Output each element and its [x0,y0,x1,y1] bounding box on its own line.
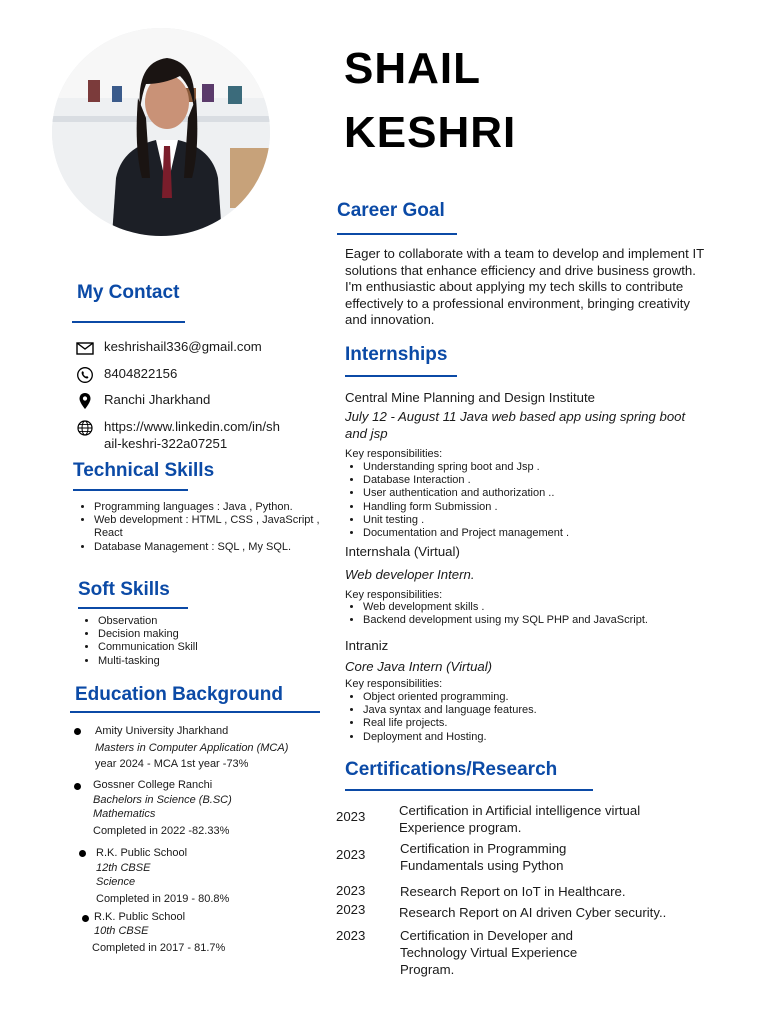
contact-phone-row[interactable] [76,366,177,384]
contact-email-row[interactable] [76,339,262,357]
certifications-rule [345,789,593,791]
contact-linkedin-line-1[interactable]: https://www.linkedin.com/in/sh [104,419,280,434]
soft-skill-item: • Communication Skill [98,641,198,654]
internships-rule [345,375,457,377]
responsibility-item: • Web development skills . [363,601,705,614]
soft-skills-rule [78,607,188,609]
contact-location-row [76,392,210,410]
education-school: Amity University Jharkhand [95,725,229,737]
soft-skill-item: • Observation [98,615,198,628]
education-degree: 10th CBSE [94,925,149,937]
certifications-heading: Certifications/Research [345,759,558,780]
technical-skills-list [76,501,328,554]
cert-year: 2023 [336,883,366,898]
career-goal-text: Eager to collaborate with a team to develop and implement IT solutions that enhance efficiency and drive business growth. I'm enthusiastic about applying my tech skills to contribute effectively to a professional environment, bringing creativity and innovation. [345,246,704,328]
contact-rule [72,321,185,323]
responsibility-item: • Backend development using my SQL PHP and JavaScript. [363,614,705,627]
location-pin-icon [76,392,94,410]
education-degree-subject: Science [96,876,136,888]
envelope-icon [76,339,94,357]
technical-skill-item: • Web development : HTML , CSS , JavaScript , React [94,514,328,540]
responsibility-item: • User authentication and authorization .. [363,487,705,500]
cert-text: Research Report on AI driven Cyber security.. [399,905,667,920]
responsibility-item: • Unit testing . [363,514,705,527]
education-degree: Bachelors in Science (B.SC) [93,794,232,806]
responsibility-item: • Deployment and Hosting. [363,731,705,744]
responsibility-item: • Database Interaction . [363,474,705,487]
contact-linkedin[interactable] [104,419,280,452]
education-heading: Education Background [75,684,283,705]
cert-year: 2023 [336,809,366,824]
education-bullet [79,850,86,857]
internship-role: July 12 - August 11 Java web based app using spring boot and jsp [345,409,686,441]
internship-responsibilities [345,691,705,744]
profile-photo-illustration [52,28,270,236]
internship-org: Intraniz [345,638,389,653]
phone-icon [76,366,94,384]
soft-skill-item: • Decision making [98,628,198,641]
cert-year: 2023 [336,847,366,862]
technical-skill-item: • Database Management : SQL , My SQL. [94,541,328,554]
contact-email[interactable]: keshrishail336@gmail.com [104,339,262,354]
education-detail: Completed in 2017 - 81.7% [92,942,226,954]
contact-location: Ranchi Jharkhand [104,392,211,407]
internships-heading: Internships [345,344,448,365]
name-line-1: SHAIL [344,44,481,93]
career-goal-rule [337,233,457,235]
education-degree-subject: Mathematics [93,808,156,820]
responsibility-item: • Real life projects. [363,717,705,730]
cert-year: 2023 [336,902,366,917]
responsibility-item: • Object oriented programming. [363,691,705,704]
technical-skills-rule [73,489,188,491]
soft-skills-list [80,615,198,668]
education-degree: 12th CBSE [96,862,151,874]
internship-org: Central Mine Planning and Design Institute [345,390,595,405]
cert-text: Certification in Artificial intelligence virtual Experience program. [399,803,641,835]
profile-photo [52,28,270,236]
name-line-2: KESHRI [344,108,517,157]
internship-responsibilities [345,461,705,540]
internship-key-label: Key responsibilities: [345,678,443,690]
internship-responsibilities [345,601,705,627]
contact-linkedin-row[interactable] [76,419,280,452]
education-detail: Completed in 2022 -82.33% [93,825,230,837]
cert-text: Certification in Developer and Technology Virtual Experience Program. [400,928,578,977]
education-school: Gossner College Ranchi [93,779,213,791]
responsibility-item: • Java syntax and language features. [363,704,705,717]
contact-heading: My Contact [77,282,180,303]
cert-text: Certification in Programming Fundamentals using Python [400,841,567,873]
education-rule [70,711,320,713]
education-bullet [74,728,81,735]
internship-key-label: Key responsibilities: [345,448,443,460]
technical-skill-item: • Programming languages : Java , Python. [94,501,328,514]
soft-skills-heading: Soft Skills [78,579,170,600]
education-bullet [74,783,81,790]
internship-role: Web developer Intern. [345,567,475,582]
contact-phone[interactable]: 8404822156 [104,366,178,381]
technical-skills-heading: Technical Skills [73,460,215,481]
education-degree: Masters in Computer Application (MCA) [95,742,289,754]
responsibility-item: • Documentation and Project management . [363,527,705,540]
internship-key-label: Key responsibilities: [345,589,443,601]
education-school: R.K. Public School [94,911,186,923]
education-bullet [82,915,89,922]
internship-org: Internshala (Virtual) [345,544,460,559]
cert-text: Research Report on IoT in Healthcare. [400,884,626,899]
education-detail: year 2024 - MCA 1st year -73% [95,758,249,770]
internship-role: Core Java Intern (Virtual) [345,659,493,674]
globe-icon [76,419,94,437]
career-goal-heading: Career Goal [337,200,445,221]
responsibility-item: • Handling form Submission . [363,501,705,514]
contact-linkedin-line-2[interactable]: ail-keshri-322a07251 [104,435,228,451]
responsibility-item: • Understanding spring boot and Jsp . [363,461,705,474]
education-school: R.K. Public School [96,847,188,859]
cert-year: 2023 [336,928,366,943]
education-detail: Completed in 2019 - 80.8% [96,893,230,905]
soft-skill-item: • Multi-tasking [98,655,198,668]
